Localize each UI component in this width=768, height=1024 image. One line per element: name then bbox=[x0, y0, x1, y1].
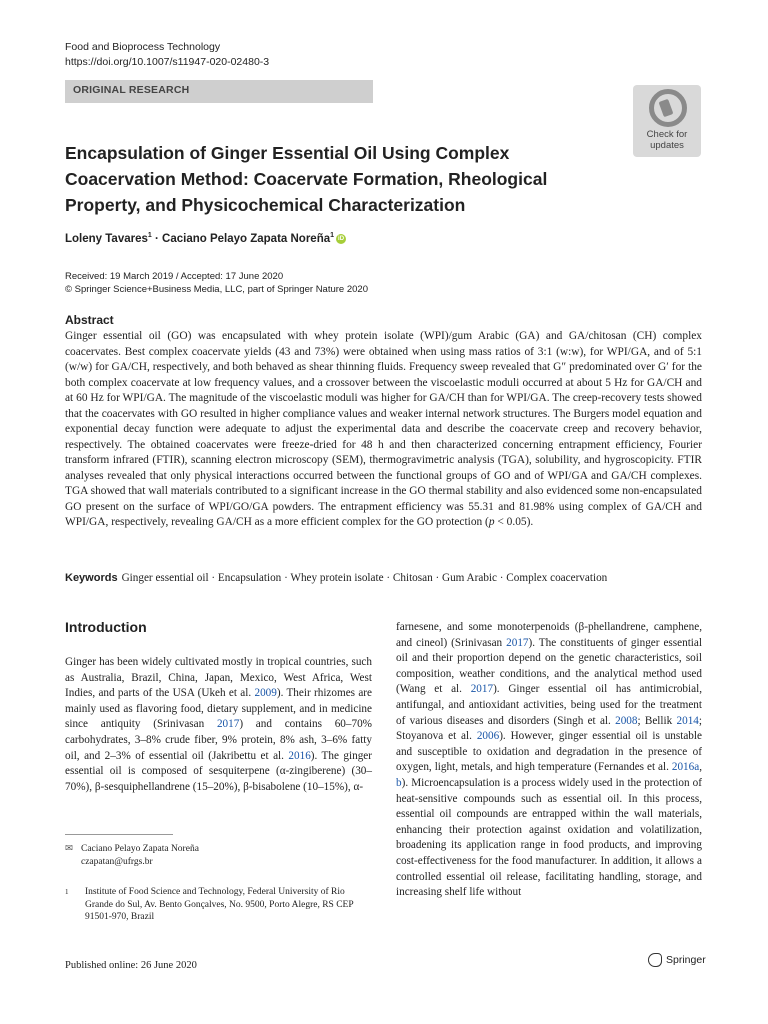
journal-name: Food and Bioprocess Technology bbox=[65, 41, 221, 53]
abstract-text bbox=[65, 329, 702, 531]
text-run: farnesene, and some monoterpenoids (β-phellandrene, camphene, and cineol) (Srinivasan bbox=[396, 621, 702, 649]
orcid-icon[interactable]: iD bbox=[338, 235, 345, 242]
section-band bbox=[65, 80, 373, 103]
author-list bbox=[65, 232, 346, 245]
publisher-name: Springer bbox=[666, 953, 706, 966]
text-run: ). Ginger essential oil has antimicrobial, antifungal, and antioxidant activities, being used for the treatment of various diseases and disorders (Singh et al. bbox=[396, 683, 702, 727]
citation-link[interactable]: 2008 bbox=[615, 714, 638, 727]
citation-link[interactable]: b bbox=[396, 776, 402, 789]
left-column bbox=[65, 655, 372, 795]
introduction-heading: Introduction bbox=[65, 619, 147, 635]
author-separator: · bbox=[151, 232, 163, 245]
copyright-line: © Springer Science+Business Media, LLC, part of Springer Nature 2020 bbox=[65, 284, 368, 295]
springer-horse-icon bbox=[648, 953, 662, 967]
abstract-heading: Abstract bbox=[65, 313, 114, 327]
text-run: ). Their rhizomes are mainly used as flavoring food, dietary supplement, and in medicine since antiquity (Srinivasan bbox=[65, 687, 372, 731]
citation-link[interactable]: 2017 bbox=[216, 718, 240, 731]
text-run: ). However, ginger essential oil is unstable and susceptible to oxidation and degradation in the presence of oxygen, light, metals, and high temperature (Fernandes et al. bbox=[396, 730, 702, 774]
citation-link[interactable]: 2016a bbox=[671, 761, 700, 774]
citation-link[interactable]: 2006 bbox=[476, 730, 500, 743]
envelope-icon: ✉ bbox=[65, 844, 73, 854]
check-updates-line2: updates bbox=[650, 140, 684, 151]
text-run: Ginger has been widely cultivated mostly in tropical countries, such as Australia, Brazil, China, Japan, Mexico, West Africa, West Indies, and parts of the USA (Ukeh et al. bbox=[65, 656, 372, 700]
published-date: Published online: 26 June 2020 bbox=[65, 960, 197, 971]
intro-paragraph bbox=[65, 655, 372, 795]
corresponding-name: Caciano Pelayo Zapata Noreña bbox=[81, 844, 199, 854]
footnote-divider bbox=[65, 834, 173, 835]
right-column bbox=[396, 620, 702, 901]
intro-paragraph bbox=[396, 620, 702, 901]
text-run: ). The constituents of ginger essential oil and their proportion depend on the genetic characteristics, soil composition, weather conditions, and the analytical method used (Wang et al. bbox=[396, 636, 702, 696]
received-dates: Received: 19 March 2019 / Accepted: 17 June 2020 bbox=[65, 271, 284, 282]
text-run: , bbox=[699, 761, 702, 774]
citation-link[interactable]: 2009 bbox=[254, 687, 277, 700]
text-run: ) and contains 60–70% carbohydrates, 3–8% crude fiber, 9% protein, 8% ash, 3–6% fatty oil, and 2–3% of essential oil (Jakribettu et al. bbox=[65, 718, 373, 762]
text-run: ). Microencapsulation is a process widely used in the protection of heat-sensitive compounds such as essential oil. In this process, essential oil compounds are entrapped within the wall materials, enhancing their protection against oxidation and volatilization, broadening its application range in food products, and improving cost-effectiveness for the food manufacturer. In addition, it allows a controlled essential oil release, facilitating handling, storage, and increasing shelf life without bbox=[396, 776, 702, 899]
citation-link[interactable]: 2014 bbox=[676, 714, 699, 727]
citation-link[interactable]: 2016 bbox=[288, 749, 311, 762]
affiliation-text: Institute of Food Science and Technology, Federal University of Rio Grande do Sul, Av. Bento Gonçalves, No. 9500, Porto Alegre, RS CEP 91501-970, Brazil bbox=[85, 887, 354, 922]
keywords-list: Ginger essential oil · Encapsulation · Whey protein isolate · Chitosan · Gum Arabic · Complex coacervation bbox=[121, 572, 608, 584]
corresponding-author bbox=[65, 843, 199, 869]
abstract-part: Ginger essential oil (GO) was encapsulated with whey protein isolate (WPI)/gum Arabic (GA) and GA/chitosan (CH) complex coacervates. Best complex coacervate yields (43 and 73%) were obtained when using mass ratios of 3:1 (w:w), for WPI/GA, and of 5:1 (w/w) for GA/CH, respectively, and both behaved as shear thinning fluids. Frequency sweep revealed that G″ predominated over G′ for the both complex coacervate at low frequency values, and a crossover between the viscoelastic moduli occurred at about 5 Hz for GA/CH and at 60 Hz for WPI/GA. The magnitude of the viscoelastic moduli was higher for GA/CH than for WPI/GA. The creep-recovery tests showed that the coacervates with GO resulted in higher compliance values and weaker internal network structures. The Burgers model equation and exponential decay function were adequate to adjust the experimental data and describe the coacervate creep and recovery behavior, respectively. The obtained coacervates were freeze-dried for 48 h and then characterized concerning entrapment efficiency, Fourier transform infrared (FTIR), scanning electron microscopy (SEM), thermogravimetric analysis (TGA), solubility, and hygroscopicity. FTIR analyses revealed that only physical interactions occurred between the functional groups of GO and of WPI/GA and GA/CH complexes. TGA showed that wall materials contributed to a significant increase in the GO thermal stability and also evidenced some non-encapsulated GO present on the surface of WPI/GO/GA powders. The entrapment efficiency was 55.31 and 81.98% using complex of GA/CH and WPI/GA, respectively, revealing GA/CH as a more efficient complex for the GO protection ( bbox=[65, 330, 702, 528]
author-affiliation-mark: 1 bbox=[330, 232, 335, 239]
affiliation-number: 1 bbox=[65, 888, 69, 896]
abstract-part: < 0.05). bbox=[494, 516, 534, 528]
author-affiliation-mark: 1 bbox=[147, 232, 152, 239]
bookmark-icon bbox=[649, 89, 687, 127]
abstract-p-symbol: p bbox=[488, 516, 495, 528]
citation-link[interactable]: 2017 bbox=[506, 636, 529, 649]
text-run: ). The ginger essential oil is composed of sesquiterpene (α-zingiberene) (30–70%), β-sesquiphellandrene (15–20%), β-bisabolene (10–15%), α- bbox=[65, 749, 372, 793]
corresponding-email[interactable]: czapatan@ufrgs.br bbox=[81, 857, 153, 867]
check-updates-line1: Check for bbox=[646, 129, 688, 140]
keywords-label: Keywords bbox=[65, 572, 118, 584]
author-name[interactable]: Caciano Pelayo Zapata Noreña bbox=[162, 232, 331, 245]
author-name[interactable]: Loleny Tavares bbox=[65, 232, 148, 245]
check-for-updates-badge[interactable] bbox=[633, 85, 701, 157]
paper-title: Encapsulation of Ginger Essential Oil Using Complex Coacervation Method: Coacervate Formation, Rheological Property, and Physicochemical Characterization bbox=[65, 143, 548, 215]
citation-link[interactable]: 2017 bbox=[470, 683, 494, 696]
keywords-line bbox=[65, 571, 607, 586]
publisher-logo bbox=[648, 953, 706, 967]
section-label: ORIGINAL RESEARCH bbox=[73, 84, 190, 96]
text-run: ; Stoyanova et al. bbox=[396, 714, 702, 743]
doi-link[interactable]: https://doi.org/10.1007/s11947-020-02480-3 bbox=[65, 56, 270, 68]
text-run: ; Bellik bbox=[637, 714, 677, 727]
